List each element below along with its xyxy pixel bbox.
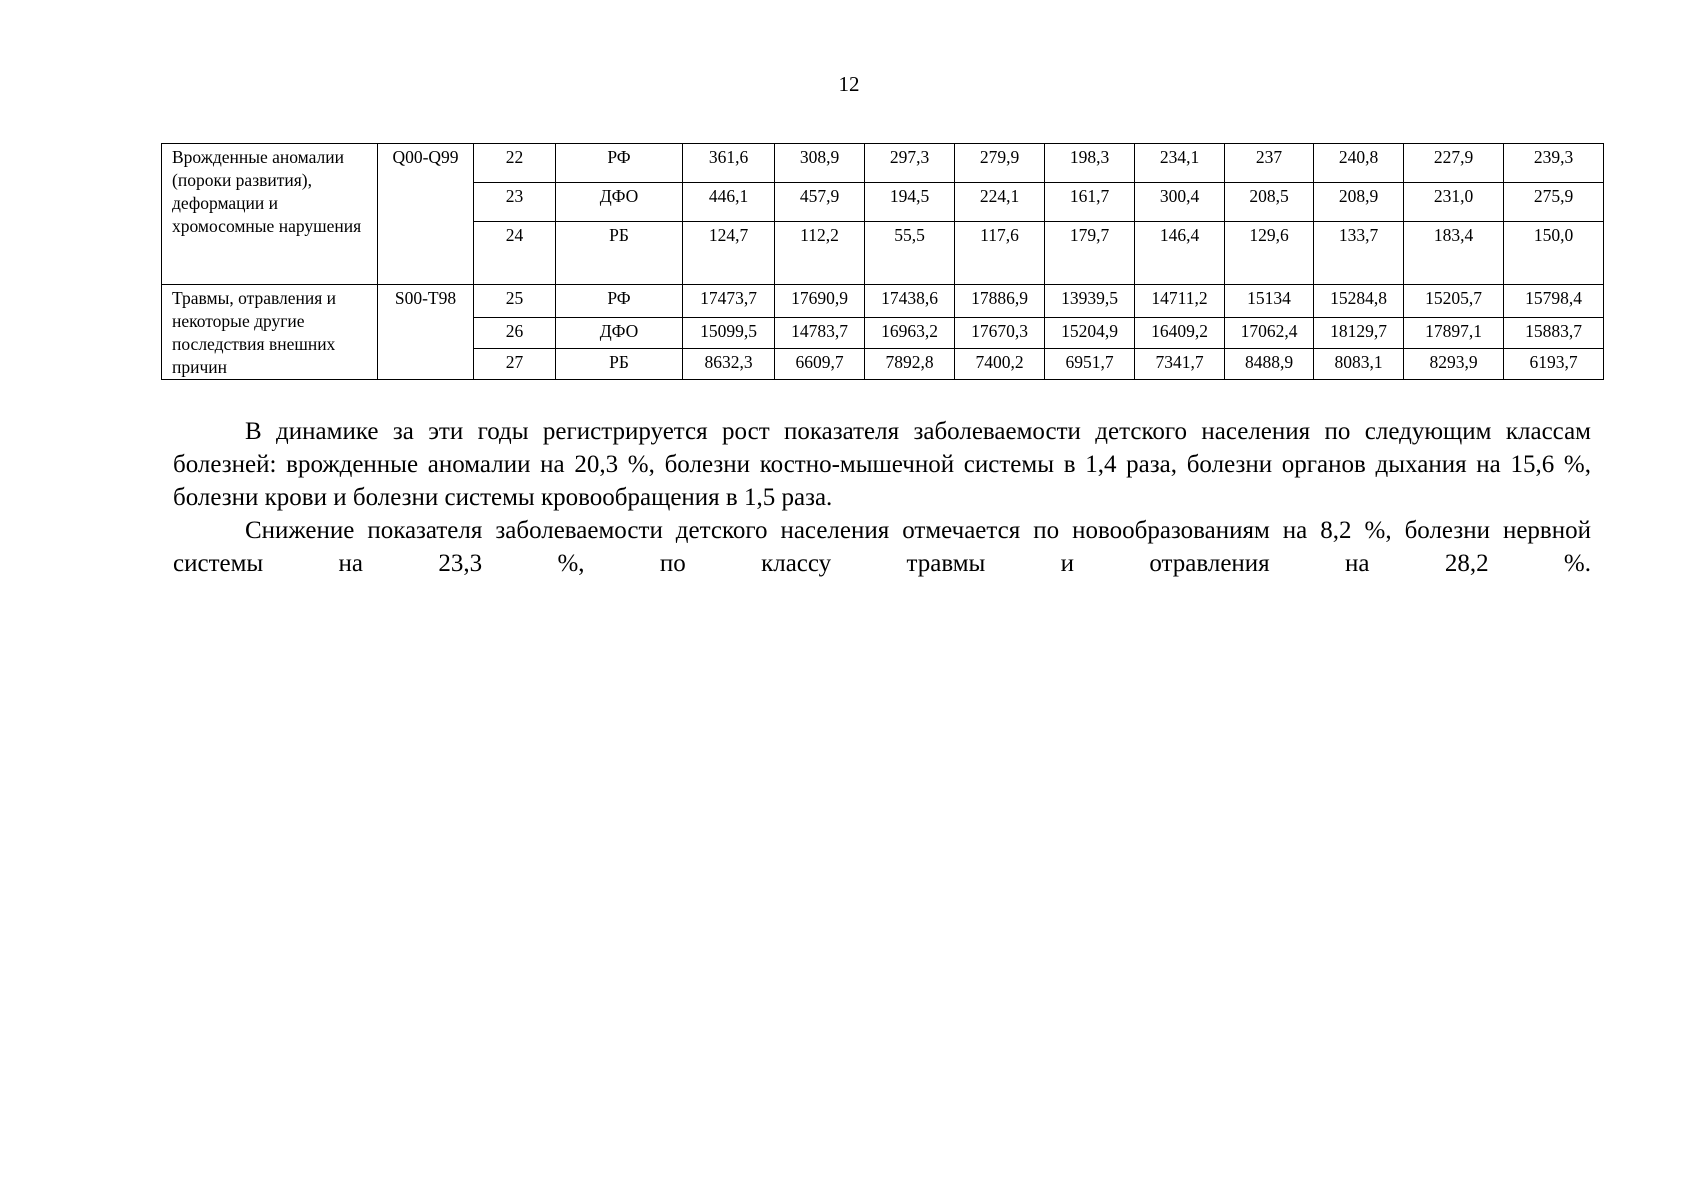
value-cell: 117,6 [955, 222, 1045, 285]
morbidity-table [161, 143, 1604, 380]
value-cell: 8083,1 [1314, 349, 1404, 380]
value-cell: 239,3 [1504, 144, 1604, 183]
value-cell: 55,5 [865, 222, 955, 285]
region: РБ [556, 349, 683, 380]
value-cell: 17473,7 [683, 285, 775, 318]
value-cell: 297,3 [865, 144, 955, 183]
value-cell: 15099,5 [683, 317, 775, 349]
value-cell: 361,6 [683, 144, 775, 183]
value-cell: 234,1 [1135, 144, 1225, 183]
value-cell: 17690,9 [775, 285, 865, 318]
value-cell: 16963,2 [865, 317, 955, 349]
body-text [173, 415, 1591, 580]
value-cell: 208,9 [1314, 183, 1404, 222]
row-number: 22 [474, 144, 556, 183]
value-cell: 7400,2 [955, 349, 1045, 380]
value-cell: 15284,8 [1314, 285, 1404, 318]
value-cell: 224,1 [955, 183, 1045, 222]
value-cell: 15204,9 [1045, 317, 1135, 349]
value-cell: 7892,8 [865, 349, 955, 380]
row-number: 24 [474, 222, 556, 285]
value-cell: 194,5 [865, 183, 955, 222]
value-cell: 16409,2 [1135, 317, 1225, 349]
icd-code: S00-T98 [378, 285, 474, 380]
value-cell: 275,9 [1504, 183, 1604, 222]
disease-class-name: Травмы, отравления и некоторые другие последствия внешних причин [162, 285, 378, 380]
value-cell: 198,3 [1045, 144, 1135, 183]
value-cell: 17886,9 [955, 285, 1045, 318]
value-cell: 15205,7 [1404, 285, 1504, 318]
value-cell: 300,4 [1135, 183, 1225, 222]
value-cell: 18129,7 [1314, 317, 1404, 349]
region: РБ [556, 222, 683, 285]
region: ДФО [556, 317, 683, 349]
value-cell: 150,0 [1504, 222, 1604, 285]
table-row [162, 285, 1604, 318]
value-cell: 237 [1225, 144, 1314, 183]
value-cell: 146,4 [1135, 222, 1225, 285]
value-cell: 17062,4 [1225, 317, 1314, 349]
value-cell: 161,7 [1045, 183, 1135, 222]
value-cell: 308,9 [775, 144, 865, 183]
value-cell: 457,9 [775, 183, 865, 222]
value-cell: 7341,7 [1135, 349, 1225, 380]
region: РФ [556, 144, 683, 183]
disease-class-name: Врожденные аномалии (пороки развития), деформации и хромосомные нарушения [162, 144, 378, 285]
region: РФ [556, 285, 683, 318]
value-cell: 112,2 [775, 222, 865, 285]
table-row [162, 144, 1604, 183]
value-cell: 240,8 [1314, 144, 1404, 183]
value-cell: 8632,3 [683, 349, 775, 380]
value-cell: 179,7 [1045, 222, 1135, 285]
value-cell: 6951,7 [1045, 349, 1135, 380]
value-cell: 231,0 [1404, 183, 1504, 222]
value-cell: 183,4 [1404, 222, 1504, 285]
value-cell: 17670,3 [955, 317, 1045, 349]
value-cell: 15798,4 [1504, 285, 1604, 318]
value-cell: 8488,9 [1225, 349, 1314, 380]
value-cell: 17438,6 [865, 285, 955, 318]
value-cell: 6609,7 [775, 349, 865, 380]
value-cell: 15134 [1225, 285, 1314, 318]
row-number: 25 [474, 285, 556, 318]
value-cell: 124,7 [683, 222, 775, 285]
value-cell: 17897,1 [1404, 317, 1504, 349]
value-cell: 6193,7 [1504, 349, 1604, 380]
value-cell: 446,1 [683, 183, 775, 222]
row-number: 27 [474, 349, 556, 380]
row-number: 23 [474, 183, 556, 222]
value-cell: 14711,2 [1135, 285, 1225, 318]
value-cell: 15883,7 [1504, 317, 1604, 349]
value-cell: 14783,7 [775, 317, 865, 349]
row-number: 26 [474, 317, 556, 349]
value-cell: 208,5 [1225, 183, 1314, 222]
icd-code: Q00-Q99 [378, 144, 474, 285]
value-cell: 129,6 [1225, 222, 1314, 285]
value-cell: 227,9 [1404, 144, 1504, 183]
page-number: 12 [838, 72, 860, 96]
paragraph-growth: В динамике за эти годы регистрируется рост показателя заболеваемости детского населения по следующим классам болезней: врожденные аномалии на 20,3 %, болезни костно-мышечной системы в 1,4 раза, болезни органов дыхания на 15,6 %, болезни крови и болезни системы кровообращения в 1,5 раза. [173, 418, 1591, 511]
value-cell: 133,7 [1314, 222, 1404, 285]
value-cell: 8293,9 [1404, 349, 1504, 380]
paragraph-decline: Снижение показателя заболеваемости детского населения отмечается по новообразованиям на 8,2 %, болезни нервной системы на 23,3 %, по классу травмы и отравления на 28,2 %. [173, 517, 1591, 577]
region: ДФО [556, 183, 683, 222]
value-cell: 279,9 [955, 144, 1045, 183]
value-cell: 13939,5 [1045, 285, 1135, 318]
